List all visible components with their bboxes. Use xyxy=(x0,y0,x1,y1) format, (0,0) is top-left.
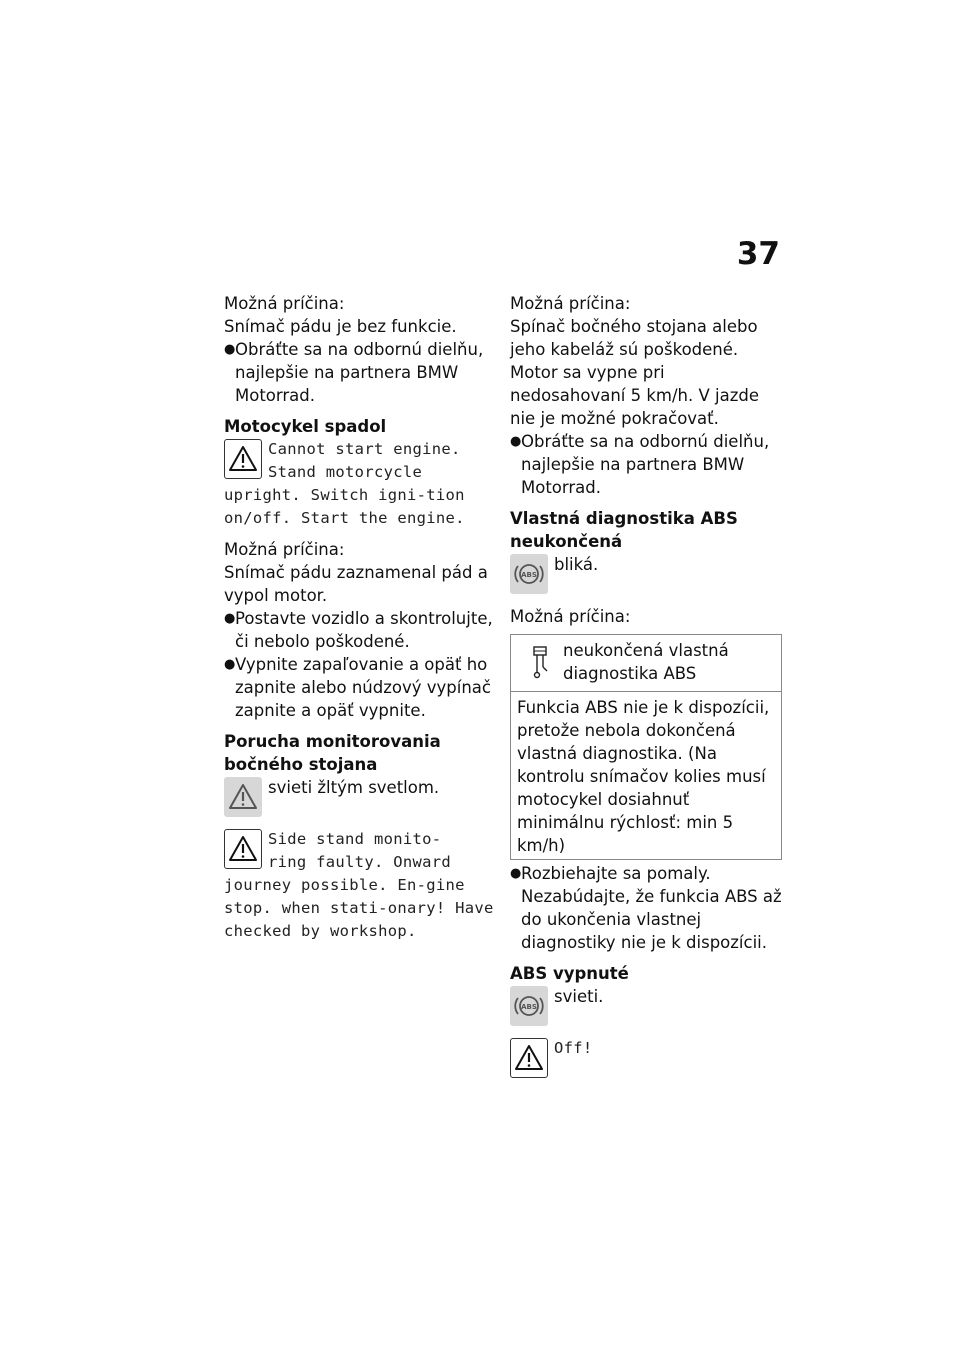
cause-text: Snímač pádu je bez funkcie. xyxy=(224,317,457,336)
bullet-text: Obráťte sa na odbornú dielňu, najlepšie na partnera BMW Motorrad. xyxy=(521,432,770,497)
cause-label: Možná príčina: xyxy=(510,294,631,313)
section-heading: Porucha monitorovania bočného stojana xyxy=(224,732,441,774)
table-cell: neukončená vlastná diagnostika ABS xyxy=(563,641,729,683)
abs-icon xyxy=(510,986,548,1026)
display-message-line: Cannot start engine. xyxy=(268,440,461,458)
section-heading: Motocykel spadol xyxy=(224,417,387,436)
warning-triangle-icon xyxy=(510,1038,548,1078)
bullet-icon: ● xyxy=(510,866,522,881)
indicator-status: svieti. xyxy=(554,987,604,1006)
display-message-line: Side stand monito- xyxy=(268,830,442,848)
cause-label: Možná príčina: xyxy=(510,607,631,626)
indicator-block xyxy=(224,776,494,820)
display-message: upright. Switch igni-tion on/off. Start the engine. xyxy=(224,486,465,527)
indicator-status: bliká. xyxy=(554,555,599,574)
cause-label: Možná príčina: xyxy=(224,540,345,559)
section-heading: Vlastná diagnostika ABS neukončená xyxy=(510,509,738,551)
indicator-block xyxy=(510,985,782,1029)
bullet-icon: ● xyxy=(224,342,236,357)
bullet-text: Vypnite zapaľovanie a opäť ho zapnite alebo núdzový vypínač zapnite a opäť vypnite. xyxy=(235,655,491,720)
indicator-status: svieti žltým svetlom. xyxy=(268,778,440,797)
list-item xyxy=(224,653,494,722)
diagnosis-icon xyxy=(517,639,563,685)
bullet-icon: ● xyxy=(224,611,236,626)
list-item xyxy=(510,862,782,954)
svg-text:ABS: ABS xyxy=(521,571,537,579)
warning-triangle-icon xyxy=(224,829,262,869)
warning-triangle-icon xyxy=(224,439,262,479)
left-column xyxy=(224,292,494,943)
table-row xyxy=(511,635,781,692)
bullet-icon: ● xyxy=(224,657,236,672)
display-message-line: ring faulty. Onward xyxy=(268,853,452,871)
abs-icon xyxy=(510,554,548,594)
list-item xyxy=(510,430,782,499)
table-row: Funkcia ABS nie je k dispozícii, pretože nebola dokončená vlastná diagnostika. (Na kontrolu snímačov kolies musí motocykel dosiahnuť minimálnu rýchlosť: min 5 km/h) xyxy=(517,698,770,855)
bullet-text: Obráťte sa na odbornú dielňu, najlepšie na partnera BMW Motorrad. xyxy=(235,340,484,405)
cause-label: Možná príčina: xyxy=(224,294,345,313)
list-item xyxy=(224,338,494,407)
bullet-icon: ● xyxy=(510,434,522,449)
list-item xyxy=(224,607,494,653)
svg-text:ABS: ABS xyxy=(521,1003,537,1011)
message-block xyxy=(224,438,494,530)
info-table xyxy=(510,634,782,860)
page-number: 37 xyxy=(736,236,780,272)
right-column xyxy=(510,292,782,1081)
bullet-text: Postavte vozidlo a skontrolujte, či nebolo poškodené. xyxy=(235,609,493,651)
display-message: Off! xyxy=(554,1039,593,1057)
display-message-line: Stand motorcycle xyxy=(268,463,423,481)
indicator-block xyxy=(510,553,782,597)
cause-text: Snímač pádu zaznamenal pád a vypol motor. xyxy=(224,563,488,605)
cause-text: Spínač bočného stojana alebo jeho kabeláž sú poškodené. Motor sa vypne pri nedosahovaní 5 km/h. V jazde nie je možné pokračovať. xyxy=(510,317,759,428)
display-message: journey possible. En-gine stop. when stati-onary! Have checked by workshop. xyxy=(224,876,494,940)
section-heading: ABS vypnuté xyxy=(510,964,629,983)
message-block xyxy=(224,828,494,943)
message-block xyxy=(510,1037,782,1081)
warning-triangle-icon xyxy=(224,777,262,817)
bullet-text: Rozbiehajte sa pomaly. Nezabúdajte, že funkcia ABS až do ukončenia vlastnej diagnostiky nie je k dispozícii. xyxy=(521,864,782,952)
